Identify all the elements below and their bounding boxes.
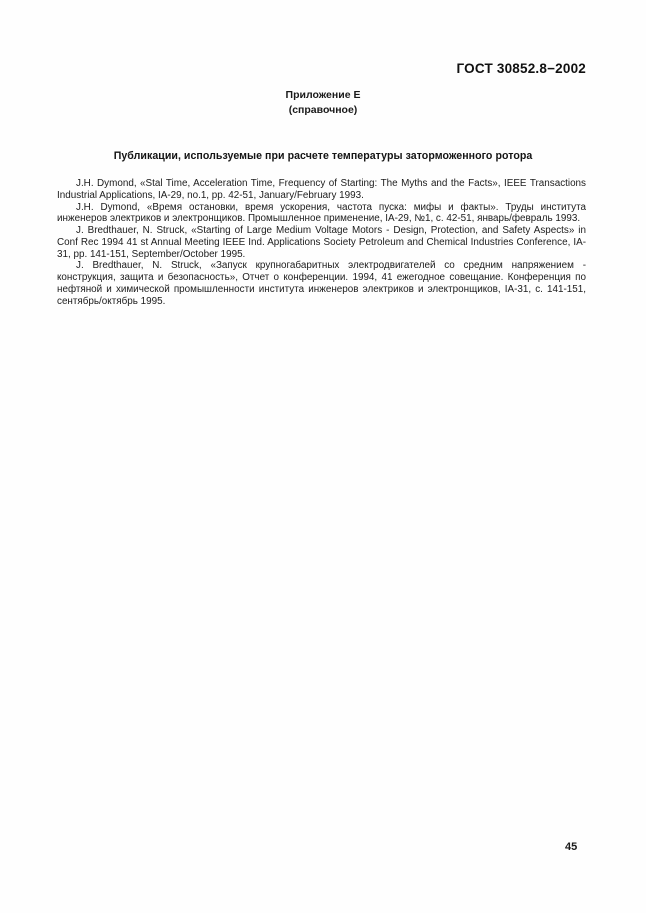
- reference-list: [57, 178, 586, 307]
- reference-entry: J.H. Dymond, «Время остановки, время ускорения, частота пуска: мифы и факты». Труды института инженеров электриков и электронщиков. Промышленное применение, IA-29, №1, с. 42-51, январь/февраль 1993.: [57, 201, 586, 225]
- annex-caption: [0, 88, 646, 118]
- standard-designation-header: ГОСТ 30852.8−2002: [456, 61, 586, 76]
- reference-entry: J. Bredthauer, N. Struck, «Запуск крупногабаритных электродвигателей со средним напряжением - конструкция, защита и безопасность», Отчет о конференции. 1994, 41 ежегодное совещание. Конференция по нефтяной и химической промышленности института инженеров электриков и электронщиков, IA-31, с. 141-151, сентябрь/октябрь 1995.: [57, 260, 586, 307]
- reference-entry: J. Bredthauer, N. Struck, «Starting of Large Medium Voltage Motors - Design, Protection, and Safety Aspects» in Conf Rec 1994 41 st Annual Meeting IEEE Ind. Applications Society Petroleum and Chemical Industries Conference, IA-31, pp. 141-151, September/October 1995.: [57, 225, 586, 260]
- page-number: 45: [565, 841, 578, 853]
- annex-kind: (справочное): [288, 104, 358, 116]
- section-heading: Публикации, используемые при расчете температуры заторможенного ротора: [113, 150, 533, 162]
- reference-entry: J.H. Dymond, «Stal Time, Acceleration Time, Frequency of Starting: The Myths and the Facts», IEEE Transactions Industrial Applications, IA-29, no.1, pp. 42-51, January/February 1993.: [57, 178, 586, 201]
- annex-title: Приложение Е: [285, 89, 361, 101]
